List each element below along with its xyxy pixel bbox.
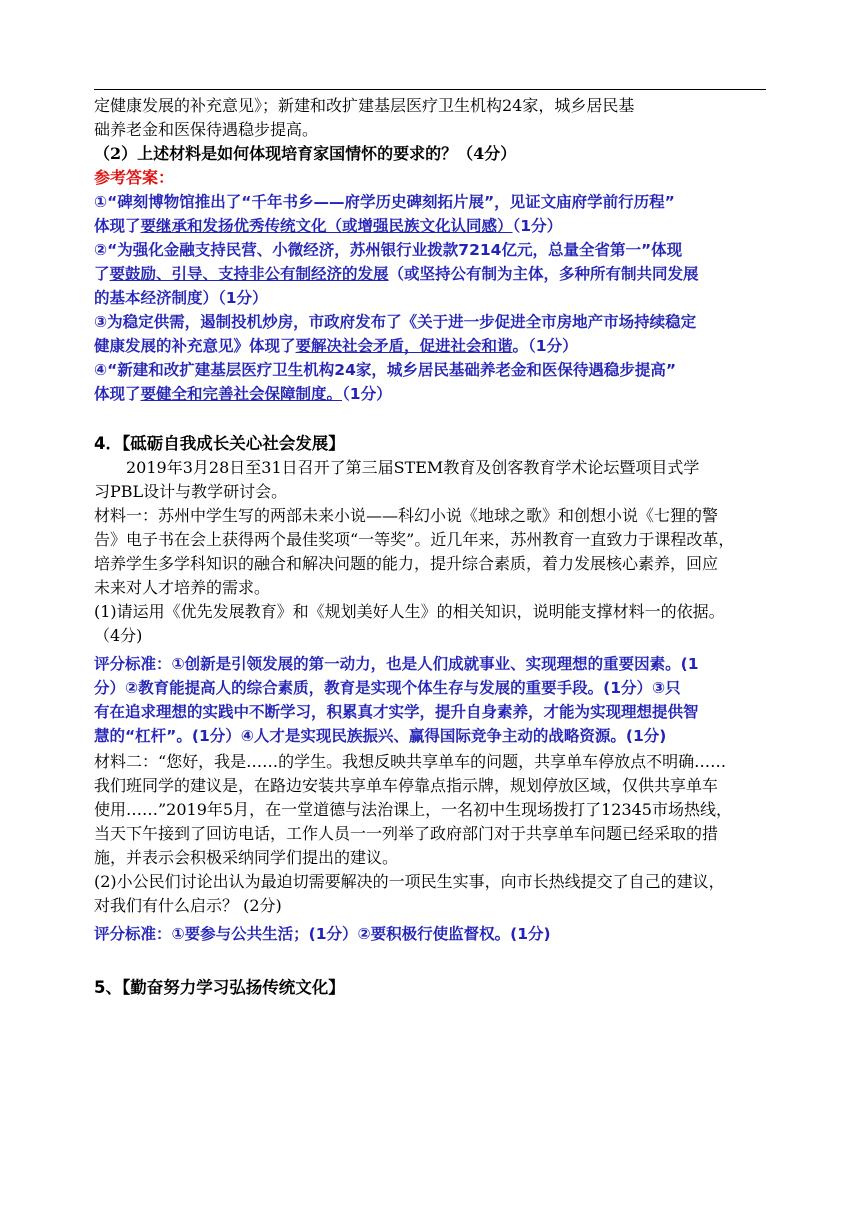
answer-3-underlined: 要解决社会矛盾，促进社会和谐 xyxy=(295,337,513,355)
answer-label: 参考答案： xyxy=(94,168,175,187)
question-3-2: （2）上述材料是如何体现培育家国情怀的要求的？（4分） xyxy=(94,144,517,163)
answer-2-pre: 了 xyxy=(94,265,110,283)
material-2-line-4: 当天下午接到了回访电话，工作人员一一列举了政府部门对于共享单车问题已经采取的措 xyxy=(94,824,719,843)
answer-4-underlined: 要健全和完善社会保障制度。 xyxy=(140,385,343,403)
answer-4-line-1: ④“新建和改扩建基层医疗卫生机构24家，城乡居民基础养老金和医保待遇稳步提高” xyxy=(94,361,677,379)
answer-2-line-1: ②“为强化金融支持民营、小微经济，苏州银行业拨款7214亿元，总量全省第一”体现 xyxy=(94,241,683,259)
answer-4-line-2 xyxy=(94,382,770,406)
answer-1-line-1: ①“碑刻博物馆推出了“千年书乡——府学历史碑刻拓片展”，见证文庙府学前行历程” xyxy=(94,193,675,211)
answer-1-underlined: 要继承和发扬优秀传统文化（或增强民族文化认同感） xyxy=(140,217,513,235)
material-tail-line-1: 定健康发展的补充意见》；新建和改扩建基层医疗卫生机构24家，城乡居民基 xyxy=(94,96,635,115)
scoring-1-line-2: 分）②教育能提高人的综合素质，教育是实现个体生存与发展的重要手段。(1分）③只 xyxy=(94,679,681,697)
answer-1-post: （1分） xyxy=(512,217,563,235)
answer-1-pre: 体现了 xyxy=(94,217,141,235)
answer-3-line-2 xyxy=(94,334,770,358)
material-tail-line-2: 础养老金和医保待遇稳步提高。 xyxy=(94,120,319,139)
answer-3-line-1: ③为稳定供需，遏制投机炒房，市政府发布了《关于进一步促进全市房地产市场持续稳定 xyxy=(94,313,697,331)
answer-2-post: （或坚持公有制为主体，多种所有制共同发展 xyxy=(388,265,699,283)
answer-3-post: 。（1分） xyxy=(512,337,578,355)
material-2-line-1: 材料二：“您好，我是……的学生。我想反映共享单车的问题，共享单车停放点不明确…… xyxy=(94,752,727,771)
scoring-1-line-4: 慧的“杠杆”。(1分）④人才是实现民族振兴、赢得国际竞争主动的战略资源。(1分) xyxy=(94,727,667,745)
answer-4-post: （1分） xyxy=(342,385,392,403)
question-4-2-line-1: (2)小公民们讨论出认为最迫切需要解决的一项民生实事，向市长热线提交了自己的建议， xyxy=(94,872,725,891)
section-4-intro-line-2: 习PBL设计与教学研讨会。 xyxy=(94,482,288,501)
section-5-heading: 5、【勤奋努力学习弘扬传统文化】 xyxy=(94,978,345,997)
question-4-1-line-2: （4分) xyxy=(94,626,143,645)
material-1-line-3: 培养学生多学科知识的融合和解决问题的能力，提升综合素质，着力发展核心素养，回应 xyxy=(94,554,719,573)
question-4-1-line-1: (1)请运用《优先发展教育》和《规划美好人生》的相关知识，说明能支撑材料一的依据。 xyxy=(94,602,725,621)
answer-2-underlined: 要鼓励、引导、支持非公有制经济的发展 xyxy=(109,265,389,283)
material-2-line-2: 我们班同学的建议是，在路边安装共享单车停靠点指示牌，规划停放区域，仅供共享单车 xyxy=(94,776,719,795)
answer-3-pre: 健康发展的补充意见》体现了 xyxy=(94,337,296,355)
scoring-1-line-1: 评分标准：①创新是引领发展的第一动力，也是人们成就事业、实现理想的重要因素。(1 xyxy=(94,655,699,673)
material-1-line-2: 告》电子书在会上获得两个最佳奖项“一等奖”。近几年来，苏州教育一直致力于课程改革， xyxy=(94,530,735,549)
scoring-2-line-1: 评分标准：①要参与公共生活；(1分）②要积极行使监督权。(1分) xyxy=(94,925,551,943)
top-rule xyxy=(94,89,766,90)
section-4-intro-line-1: 2019年3月28日至31日召开了第三届STEM教育及创客教育学术论坛暨项目式学 xyxy=(126,458,700,477)
material-2-line-5: 施，并表示会积极采纳同学们提出的建议。 xyxy=(94,848,399,867)
section-4-heading: 4．【砥砺自我成长关心社会发展】 xyxy=(94,434,345,453)
scoring-1-line-3: 有在追求理想的实践中不断学习，积累真才实学，提升自身素养，才能为实现理想提供智 xyxy=(94,703,699,721)
answer-2-line-3: 的基本经济制度）（1分） xyxy=(94,289,268,307)
answer-4-pre: 体现了 xyxy=(94,385,141,403)
answer-1-line-2 xyxy=(94,214,770,238)
material-2-line-3: 使用……”2019年5月，在一堂道德与法治课上，一名初中生现场拨打了12345市场热线， xyxy=(94,800,732,819)
question-4-2-line-2: 对我们有什么启示？ (2分) xyxy=(94,896,282,915)
material-1-line-1: 材料一：苏州中学生写的两部未来小说——科幻小说《地球之歌》和创想小说《七狸的警 xyxy=(94,506,719,525)
answer-2-line-2 xyxy=(94,262,770,286)
material-1-line-4: 未来对人才培养的需求。 xyxy=(94,578,271,597)
